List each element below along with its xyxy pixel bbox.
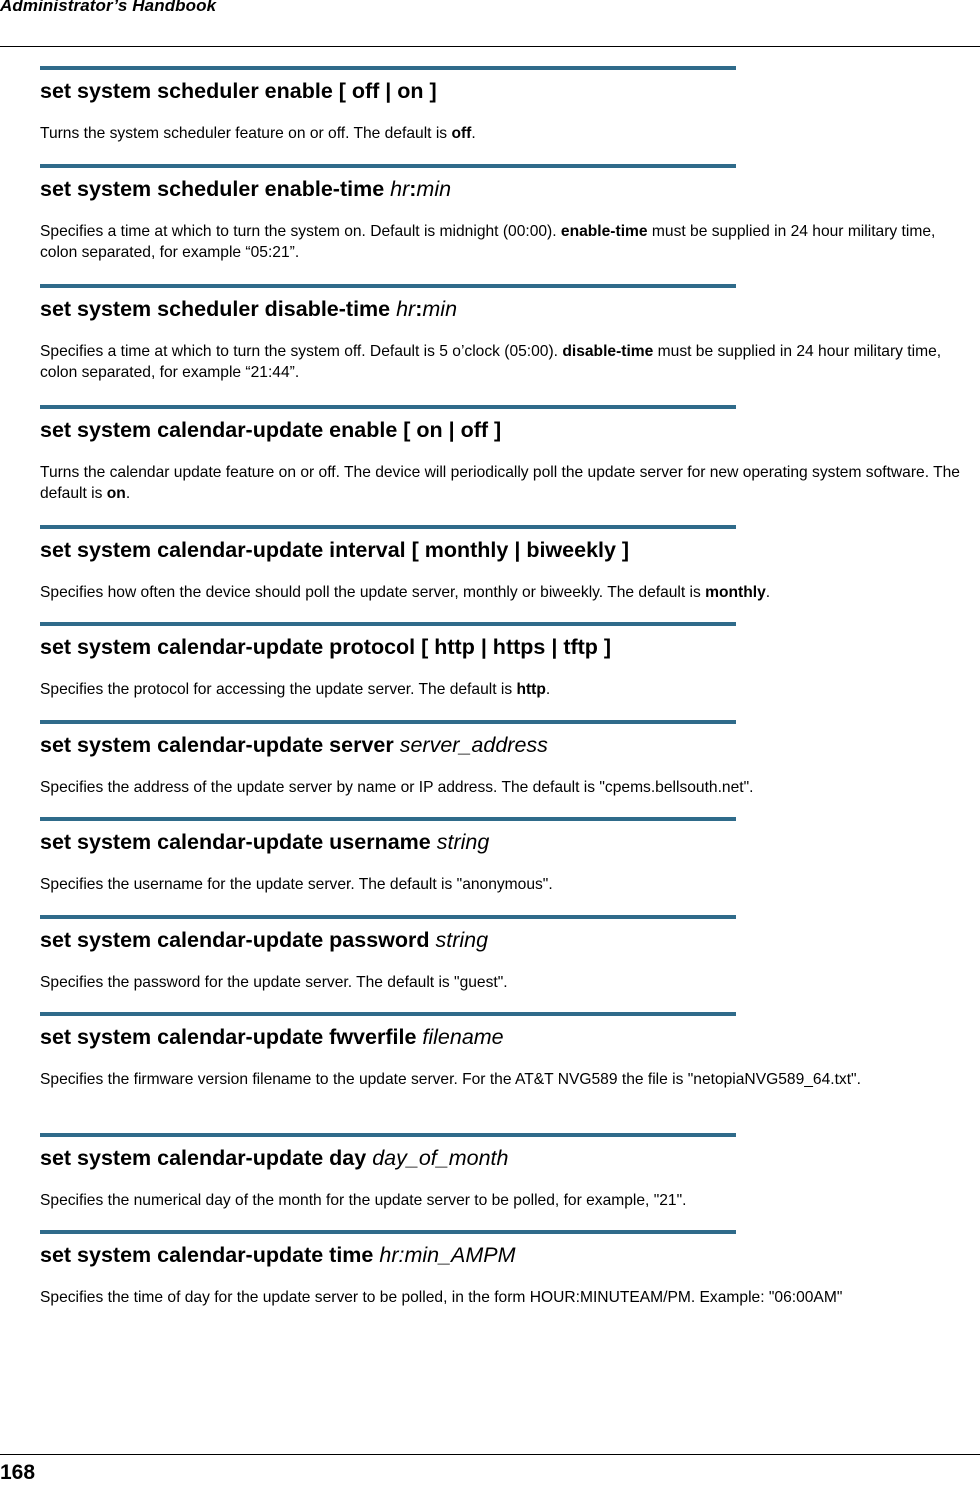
command-description: Specifies the address of the update server by name or IP address. The default is "cpems.bellsouth.net".	[40, 779, 754, 796]
command-title	[40, 1145, 970, 1171]
command-description: Turns the calendar update feature on or off. The device will periodically poll the update server for new operating system software. The default is on.	[40, 464, 960, 502]
command-description: Specifies the protocol for accessing the update server. The default is http.	[40, 681, 551, 698]
command-description: Specifies the password for the update server. The default is "guest".	[40, 974, 508, 991]
keyword: disable-time	[562, 343, 654, 360]
command-title	[40, 732, 970, 758]
command-description: Specifies a time at which to turn the system on. Default is midnight (00:00). enable-time must be supplied in 24 hour military time, colon separated, for example “05:21”.	[40, 223, 936, 261]
section-rule	[40, 164, 736, 168]
default-value: monthly	[705, 584, 766, 601]
command-description: Specifies how often the device should poll the update server, monthly or biweekly. The default is monthly.	[40, 584, 771, 601]
section-rule	[40, 1012, 736, 1016]
command-argument: string	[436, 830, 490, 854]
command-syntax: set system calendar-update enable [ on | off ]	[40, 418, 502, 442]
command-syntax: set system scheduler disable-time	[40, 297, 397, 321]
command-entry	[40, 1012, 970, 1090]
command-syntax: set system calendar-update fwverfile	[40, 1025, 423, 1049]
command-description: Specifies the username for the update server. The default is "anonymous".	[40, 876, 553, 893]
command-syntax: set system scheduler enable [ off | on ]	[40, 79, 437, 103]
section-rule	[40, 622, 736, 626]
command-argument: hr:min	[390, 177, 452, 201]
command-entry	[40, 525, 970, 603]
command-title	[40, 829, 970, 855]
command-title	[40, 634, 970, 660]
command-syntax: set system calendar-update username	[40, 830, 437, 854]
command-syntax: set system calendar-update password	[40, 928, 436, 952]
command-description: Specifies the time of day for the update server to be polled, in the form HOUR:MINUTEAM/PM. Example: "06:00AM"	[40, 1289, 843, 1306]
command-argument: filename	[422, 1025, 504, 1049]
section-rule	[40, 1133, 736, 1137]
footer-rule	[0, 1454, 980, 1455]
command-argument: hr:min_AMPM	[379, 1243, 516, 1267]
command-argument: server_address	[399, 733, 548, 757]
section-rule	[40, 525, 736, 529]
default-value: on	[106, 485, 126, 502]
command-description: Turns the system scheduler feature on or off. The default is off.	[40, 125, 476, 142]
section-rule	[40, 284, 736, 288]
command-argument: day_of_month	[372, 1146, 509, 1170]
command-entry	[40, 405, 970, 504]
section-rule	[40, 915, 736, 919]
command-description: Specifies the numerical day of the month for the update server to be polled, for example, "21".	[40, 1192, 687, 1209]
default-value: off	[451, 125, 472, 142]
command-syntax: set system calendar-update protocol [ http | https | tftp ]	[40, 635, 612, 659]
section-rule	[40, 817, 736, 821]
command-title	[40, 176, 970, 202]
command-title	[40, 927, 970, 953]
command-entry	[40, 284, 970, 383]
command-entry	[40, 817, 970, 895]
command-syntax: set system scheduler enable-time	[40, 177, 391, 201]
command-title	[40, 296, 970, 322]
command-title	[40, 1242, 970, 1268]
command-syntax: set system calendar-update time	[40, 1243, 380, 1267]
command-entry	[40, 66, 970, 144]
command-entry	[40, 915, 970, 993]
keyword: enable-time	[560, 223, 648, 240]
command-entry	[40, 1230, 970, 1308]
command-entry	[40, 164, 970, 263]
section-rule	[40, 405, 736, 409]
section-rule	[40, 1230, 736, 1234]
running-header-title: Administrator’s Handbook	[0, 0, 217, 15]
command-title	[40, 78, 970, 104]
command-argument: string	[435, 928, 489, 952]
command-entry	[40, 622, 970, 700]
command-syntax: set system calendar-update server	[40, 733, 400, 757]
command-title	[40, 1024, 970, 1050]
section-rule	[40, 66, 736, 70]
command-title	[40, 537, 970, 563]
page-number: 168	[0, 1461, 36, 1484]
command-entry	[40, 1133, 970, 1211]
command-entry	[40, 720, 970, 798]
command-syntax: set system calendar-update day	[40, 1146, 373, 1170]
command-description: Specifies a time at which to turn the system off. Default is 5 o’clock (05:00). disable-time must be supplied in 24 hour military time, colon separated, for example “21:44”.	[40, 343, 942, 381]
command-description: Specifies the firmware version filename to the update server. For the AT&T NVG589 the file is "netopiaNVG589_64.txt".	[40, 1071, 861, 1088]
command-title	[40, 417, 970, 443]
header-rule	[0, 46, 980, 47]
section-rule	[40, 720, 736, 724]
default-value: http	[516, 681, 546, 698]
command-syntax: set system calendar-update interval [ monthly | biweekly ]	[40, 538, 630, 562]
command-argument: hr:min	[396, 297, 458, 321]
